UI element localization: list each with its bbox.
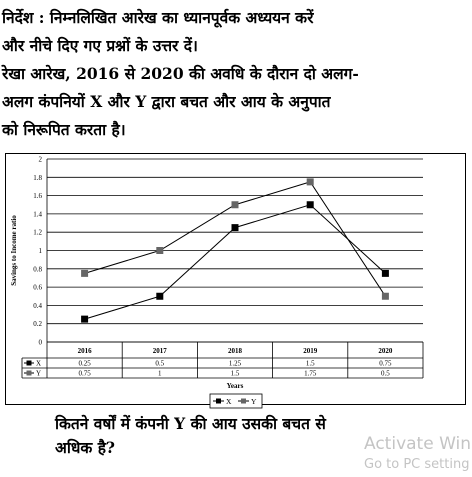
legend-marker-key xyxy=(241,399,246,404)
data-point-x xyxy=(382,270,389,277)
instruction-line-2: और नीचे दिए गए प्रश्नों के उत्तर दें। xyxy=(2,36,198,55)
data-point-y xyxy=(382,293,389,300)
legend-label: Y xyxy=(251,397,257,406)
series-line-x xyxy=(85,205,386,319)
y-tick-label: 1.8 xyxy=(33,173,42,182)
legend-label: X xyxy=(226,397,232,406)
instruction-line-3: रेखा आरेख, 2016 से 2020 की अवधि के दौरान दो अलग- xyxy=(2,64,359,83)
table-cell-value: 0.5 xyxy=(381,369,390,378)
table-cell-value: 0.75 xyxy=(78,369,91,378)
instruction-line-4: अलग कंपनियों X और Y द्वारा बचत और आय के अनुपात xyxy=(2,92,331,111)
line-chart xyxy=(0,148,472,410)
x-tick-label: 2020 xyxy=(378,347,393,355)
table-cell-value: 0.5 xyxy=(155,359,165,368)
y-axis-title: Savings to Income ratio xyxy=(10,215,18,286)
y-tick-label: 1.4 xyxy=(33,210,42,219)
table-cell-value: 1.75 xyxy=(304,369,317,378)
data-point-x xyxy=(81,316,88,323)
legend-marker-key xyxy=(216,399,221,404)
data-point-y xyxy=(81,270,88,277)
watermark-line-2: Go to PC setting xyxy=(364,457,470,472)
table-cell-value: 1.5 xyxy=(230,369,240,378)
table-series-name: X xyxy=(36,359,42,368)
watermark-line-1: Activate Win xyxy=(364,434,472,454)
question-line-2: अधिक है? xyxy=(55,438,116,457)
y-tick-label: 0 xyxy=(38,338,42,347)
y-tick-label: 0.4 xyxy=(33,301,42,310)
table-series-marker-key xyxy=(27,361,32,366)
x-tick-label: 2016 xyxy=(77,347,92,355)
table-cell-value: 0.25 xyxy=(78,359,91,368)
x-axis-title: Years xyxy=(226,382,244,390)
table-cell-value: 0.75 xyxy=(379,359,392,368)
table-cell-value: 1.5 xyxy=(305,359,315,368)
x-tick-label: 2019 xyxy=(303,347,318,355)
x-tick-label: 2017 xyxy=(152,347,167,355)
data-point-x xyxy=(156,293,163,300)
y-tick-label: 1.2 xyxy=(33,228,42,237)
data-point-y xyxy=(307,178,314,185)
question-line-1: कितने वर्षों में कंपनी Y की आय उसकी बचत से xyxy=(55,414,326,433)
question xyxy=(55,412,395,460)
instruction-line-5: को निरूपित करता है। xyxy=(2,120,126,139)
table-cell-value: 1 xyxy=(158,369,162,378)
series-line-y xyxy=(85,182,386,296)
y-tick-label: 0.6 xyxy=(33,283,42,292)
y-tick-label: 0.8 xyxy=(33,265,42,274)
instruction-line-1: निर्देश : निम्नलिखित आरेख का ध्यानपूर्वक अध्ययन करें xyxy=(2,8,314,27)
activate-windows-watermark xyxy=(364,434,471,472)
table-cell-value: 1.25 xyxy=(228,359,242,368)
table-series-marker-key xyxy=(27,371,32,376)
y-tick-label: 1 xyxy=(38,247,42,255)
table-series-name: Y xyxy=(36,369,42,378)
y-tick-label: 2 xyxy=(38,155,42,164)
instructions xyxy=(2,4,468,144)
y-tick-label: 1.6 xyxy=(33,192,42,201)
data-point-y xyxy=(156,247,163,254)
data-point-y xyxy=(232,201,239,208)
data-point-x xyxy=(232,224,239,231)
y-tick-label: 0.2 xyxy=(33,320,42,329)
data-point-x xyxy=(307,201,314,208)
x-tick-label: 2018 xyxy=(228,347,242,355)
